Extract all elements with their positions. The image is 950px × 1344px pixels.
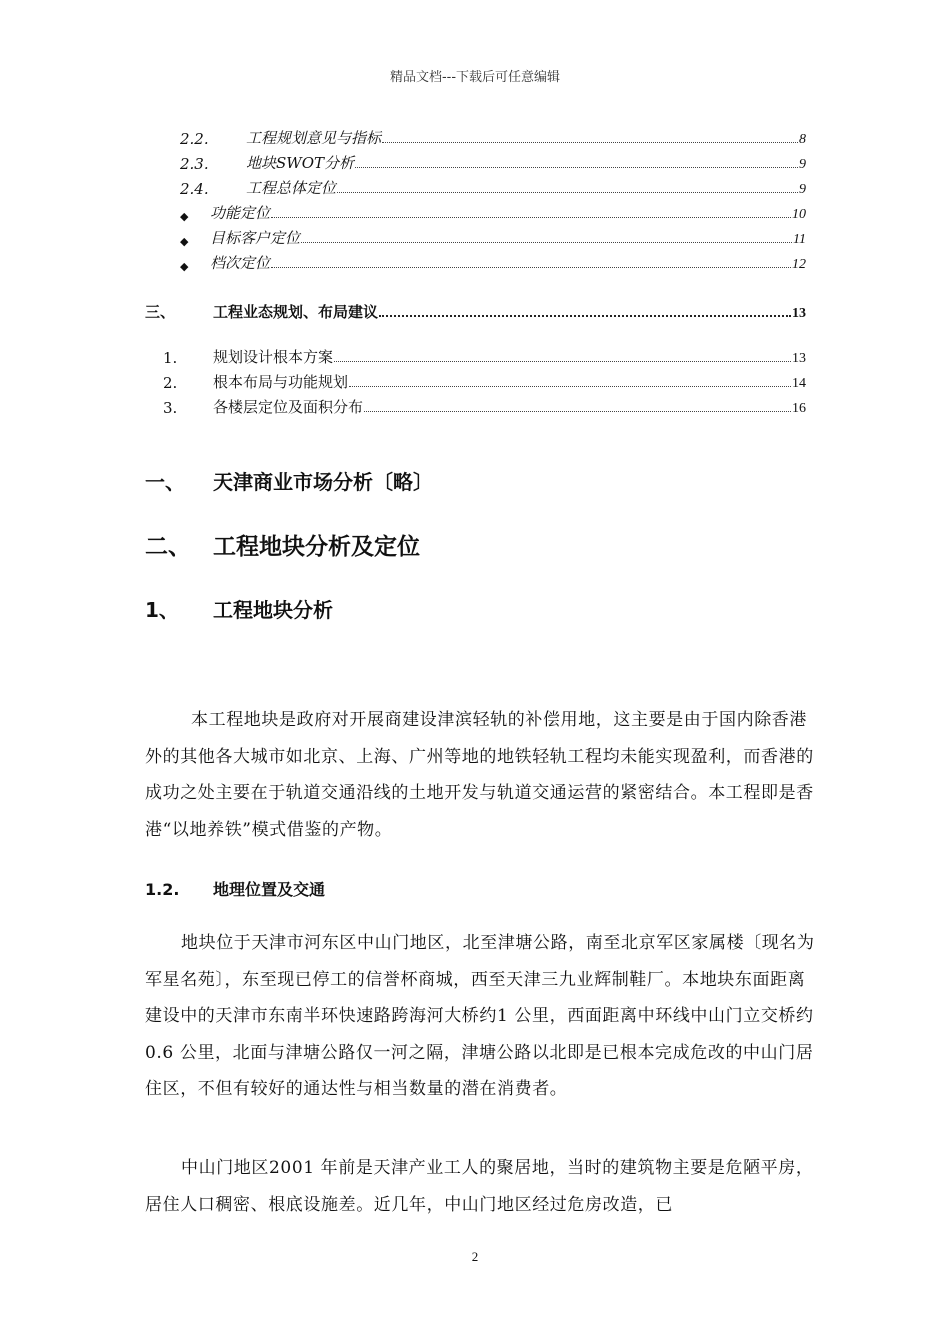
toc-leader bbox=[355, 166, 798, 168]
toc-page: 12 bbox=[792, 257, 806, 272]
toc-leader bbox=[364, 410, 791, 412]
toc-label: 规划设计根本方案 bbox=[213, 348, 334, 366]
toc-number: 2.4. bbox=[180, 180, 209, 198]
toc-leader bbox=[271, 216, 791, 218]
heading-subsection-1: 1、 工程地块分析 bbox=[145, 598, 333, 622]
toc-leader bbox=[382, 141, 798, 143]
heading-section-one: 一、 天津商业市场分析〔略〕 bbox=[145, 470, 433, 494]
toc-row[interactable] bbox=[163, 345, 806, 367]
toc-label: 根本布局与功能规划 bbox=[213, 373, 349, 391]
diamond-bullet-icon: ◆ bbox=[180, 210, 189, 223]
toc-number: 2.3. bbox=[180, 155, 209, 173]
toc-label: 功能定位 bbox=[210, 204, 271, 222]
toc-page: 14 bbox=[792, 376, 806, 391]
toc-page: 16 bbox=[792, 401, 806, 416]
toc-number: 三、 bbox=[145, 303, 176, 321]
diamond-bullet-icon: ◆ bbox=[180, 235, 189, 248]
toc-leader bbox=[337, 191, 798, 193]
toc-page: 11 bbox=[793, 232, 806, 247]
toc-row[interactable] bbox=[180, 126, 806, 148]
toc-page: 10 bbox=[792, 207, 806, 222]
toc-row[interactable] bbox=[163, 395, 806, 417]
toc-page: 9 bbox=[799, 182, 806, 197]
toc-number: 3. bbox=[163, 399, 178, 417]
toc-leader bbox=[271, 266, 791, 268]
paragraph-location: 地块位于天津市河东区中山门地区，北至津塘公路，南至北京军区家属楼〔现名为军星名苑〕，东至现已停工的信誉杯商城，西至天津三九业辉制鞋厂。本地块东面距离建设中的天津市东南半环快速路跨海河大桥约1 公里，西面距离中环线中山门立交桥约0.6 公里，北面与津塘公路仅一河之隔，津塘公路以北即是已根本完成危改的中山门居住区，不但有较好的通达性与相当数量的潜在消费者。 bbox=[145, 933, 815, 1099]
toc-label: 档次定位 bbox=[210, 254, 271, 272]
toc-row[interactable] bbox=[180, 201, 806, 223]
toc-number: 2. bbox=[163, 374, 178, 392]
toc-page: 9 bbox=[799, 157, 806, 172]
toc-label: 地块SWOT分析 bbox=[246, 154, 354, 172]
diamond-bullet-icon: ◆ bbox=[180, 260, 189, 273]
toc-page: 13 bbox=[792, 351, 806, 366]
heading-subsection-1-2: 1.2. 地理位置及交通 bbox=[145, 880, 326, 899]
toc-number: 2.2. bbox=[180, 130, 209, 148]
heading-section-two: 二、 工程地块分析及定位 bbox=[145, 534, 420, 560]
page-header: 精品文档---下载后可任意编辑 bbox=[389, 70, 561, 85]
toc-row[interactable] bbox=[180, 251, 806, 273]
toc-page: 13 bbox=[792, 306, 806, 321]
toc-leader bbox=[301, 241, 792, 243]
toc-row[interactable] bbox=[163, 370, 806, 392]
toc-row[interactable] bbox=[180, 226, 806, 248]
toc-row[interactable] bbox=[180, 176, 806, 198]
toc-leader bbox=[334, 360, 791, 362]
toc-number: 1. bbox=[163, 349, 178, 367]
page-number: 2 bbox=[471, 1249, 479, 1264]
toc-label: 工程规划意见与指标 bbox=[246, 129, 382, 147]
toc-label: 目标客户定位 bbox=[210, 229, 301, 247]
paragraph-history: 中山门地区2001 年前是天津产业工人的聚居地，当时的建筑物主要是危陋平房，居住人口稠密、根底设施差。近几年，中山门地区经过危房改造，已 bbox=[145, 1158, 814, 1215]
toc-label: 各楼层定位及面积分布 bbox=[213, 398, 364, 416]
toc-label: 工程总体定位 bbox=[246, 179, 337, 197]
toc-row[interactable] bbox=[145, 300, 806, 322]
toc-row[interactable] bbox=[180, 151, 806, 173]
paragraph-intro: 本工程地块是政府对开展商建设津滨轻轨的补偿用地，这主要是由于国内除香港外的其他各大城市如北京、上海、广州等地的地铁轻轨工程均未能实现盈利，而香港的成功之处主要在于轨道交通沿线的土地开发与轨道交通运营的紧密结合。本工程即是香港“以地养铁”模式借鉴的产物。 bbox=[145, 710, 814, 840]
toc-label: 工程业态规划、布局建议 bbox=[213, 303, 379, 321]
toc-page: 8 bbox=[799, 132, 806, 147]
toc-leader bbox=[379, 314, 791, 317]
toc-leader bbox=[349, 385, 791, 387]
